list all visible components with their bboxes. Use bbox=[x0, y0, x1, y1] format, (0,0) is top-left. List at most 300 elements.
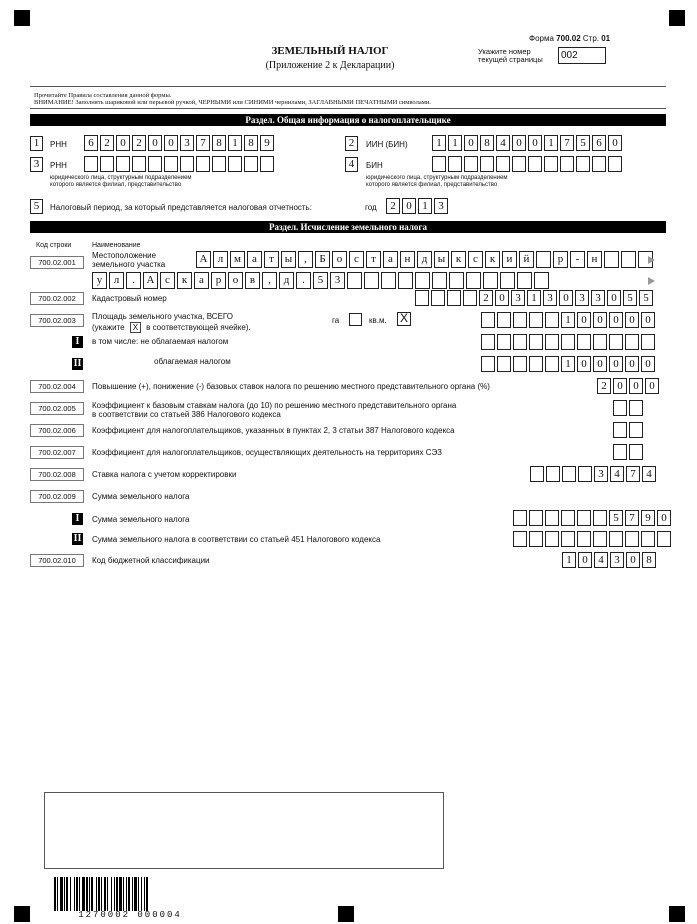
entry-cell[interactable] bbox=[244, 156, 258, 172]
corner-marker-bottom-left bbox=[14, 906, 30, 922]
entry-cell[interactable] bbox=[513, 334, 527, 350]
barcode-bar bbox=[104, 877, 106, 911]
entry-cell[interactable]: р bbox=[211, 272, 226, 289]
entry-cell[interactable]: 5 bbox=[609, 510, 623, 526]
entry-cell[interactable]: 5 bbox=[623, 290, 637, 306]
entry-cell[interactable]: 8 bbox=[244, 135, 258, 151]
col-code-header: Код строки bbox=[36, 242, 72, 249]
entry-cell[interactable] bbox=[534, 272, 549, 289]
entry-cell[interactable] bbox=[629, 444, 643, 460]
entry-cell[interactable] bbox=[613, 400, 627, 416]
entry-cell[interactable]: л bbox=[213, 251, 228, 268]
entry-cell[interactable] bbox=[545, 334, 559, 350]
entry-cell[interactable]: в bbox=[245, 272, 260, 289]
barcode-bar bbox=[128, 877, 130, 911]
entry-cell[interactable]: 9 bbox=[260, 135, 274, 151]
barcode-bar bbox=[116, 877, 118, 911]
entry-cell[interactable] bbox=[621, 251, 636, 268]
code-700-02-001: 700.02.001 bbox=[30, 256, 84, 269]
r009-label: Сумма земельного налога bbox=[92, 492, 190, 501]
entry-cell[interactable]: 0 bbox=[607, 290, 621, 306]
entry-cell[interactable]: 1 bbox=[448, 135, 462, 151]
entry-cell[interactable] bbox=[629, 400, 643, 416]
r007-label: Коэффициент для налогоплательщиков, осуществляющих деятельность на территориях СЭЗ bbox=[92, 448, 442, 457]
entry-cell[interactable]: 5 bbox=[576, 135, 590, 151]
entry-cell[interactable]: 3 bbox=[575, 290, 589, 306]
field2-label: ИИН (БИН) bbox=[366, 140, 408, 149]
entry-cell[interactable] bbox=[481, 312, 495, 328]
entry-cell[interactable] bbox=[496, 156, 510, 172]
coef-387-cells[interactable] bbox=[613, 422, 645, 438]
entry-cell[interactable] bbox=[132, 156, 146, 172]
entry-cell[interactable]: 0 bbox=[512, 135, 526, 151]
r002-label: Кадастровый номер bbox=[92, 294, 167, 303]
entry-cell[interactable]: 2 bbox=[386, 198, 400, 214]
entry-cell[interactable] bbox=[228, 156, 242, 172]
entry-cell[interactable] bbox=[562, 466, 576, 482]
entry-cell[interactable]: 8 bbox=[480, 135, 494, 151]
corner-marker-bottom-center bbox=[338, 906, 354, 922]
arrow-right-icon bbox=[648, 277, 655, 285]
entry-cell[interactable]: 0 bbox=[593, 312, 607, 328]
entry-cell[interactable] bbox=[529, 510, 543, 526]
entry-cell[interactable]: 0 bbox=[528, 135, 542, 151]
entry-cell[interactable] bbox=[625, 334, 639, 350]
entry-cell[interactable] bbox=[180, 156, 194, 172]
entry-cell[interactable]: к bbox=[177, 272, 192, 289]
entry-cell[interactable]: р bbox=[553, 251, 568, 268]
location-line2-cells[interactable] bbox=[92, 272, 551, 289]
entry-cell[interactable]: о bbox=[228, 272, 243, 289]
entry-cell[interactable]: 3 bbox=[434, 198, 448, 214]
entry-cell[interactable] bbox=[513, 531, 527, 547]
code-700-02-010: 700.02.010 bbox=[30, 554, 84, 567]
entry-cell[interactable] bbox=[561, 531, 575, 547]
entry-cell[interactable] bbox=[561, 510, 575, 526]
entry-cell[interactable] bbox=[576, 156, 590, 172]
entry-cell[interactable]: 0 bbox=[641, 312, 655, 328]
entry-cell[interactable] bbox=[513, 312, 527, 328]
r008-label: Ставка налога с учетом корректировки bbox=[92, 470, 237, 479]
field1-label: РНН bbox=[50, 140, 67, 149]
rate-cells[interactable] bbox=[530, 466, 658, 482]
entry-cell[interactable]: 0 bbox=[641, 356, 655, 372]
r006-label: Коэффициент для налогоплательщиков, указанных в пунктах 2, 3 статьи 387 Налогового кодекса bbox=[92, 426, 455, 435]
entry-cell[interactable] bbox=[613, 422, 627, 438]
entry-cell[interactable]: 1 bbox=[562, 552, 576, 568]
rate-adjust-cells[interactable] bbox=[597, 378, 661, 394]
barcode-bar bbox=[60, 877, 63, 911]
arrow-right-icon bbox=[648, 256, 655, 264]
entry-cell[interactable]: . bbox=[126, 272, 141, 289]
barcode-bar bbox=[91, 877, 93, 911]
entry-cell[interactable] bbox=[517, 272, 532, 289]
entry-cell[interactable] bbox=[164, 156, 178, 172]
x-sample-box: X bbox=[130, 322, 141, 333]
entry-cell[interactable] bbox=[536, 251, 551, 268]
entry-cell[interactable] bbox=[449, 272, 464, 289]
entry-cell[interactable]: 0 bbox=[116, 135, 130, 151]
entry-cell[interactable]: 4 bbox=[594, 552, 608, 568]
entry-cell[interactable]: 3 bbox=[511, 290, 525, 306]
entry-cell[interactable]: 0 bbox=[609, 356, 623, 372]
roman-ii-badge: II bbox=[73, 358, 82, 369]
entry-cell[interactable]: 6 bbox=[84, 135, 98, 151]
entry-cell[interactable]: 4 bbox=[642, 466, 656, 482]
entry-cell[interactable] bbox=[529, 312, 543, 328]
entry-cell[interactable]: н bbox=[400, 251, 415, 268]
entry-cell[interactable]: 3 bbox=[543, 290, 557, 306]
entry-cell[interactable] bbox=[148, 156, 162, 172]
entry-cell[interactable]: 2 bbox=[597, 378, 611, 394]
barcode-bar bbox=[101, 877, 102, 911]
entry-cell[interactable]: к bbox=[451, 251, 466, 268]
entry-cell[interactable]: 1 bbox=[561, 356, 575, 372]
entry-cell[interactable] bbox=[513, 356, 527, 372]
entry-cell[interactable]: 3 bbox=[610, 552, 624, 568]
entry-cell[interactable] bbox=[609, 531, 623, 547]
code-700-02-006: 700.02.006 bbox=[30, 424, 84, 437]
field5-year-label: год bbox=[365, 203, 377, 212]
barcode-text: 1270002 000004 bbox=[78, 910, 182, 920]
tax-sum-cells[interactable] bbox=[513, 510, 673, 526]
entry-cell[interactable]: 1 bbox=[527, 290, 541, 306]
barcode-bar bbox=[126, 877, 127, 911]
entry-cell[interactable]: 0 bbox=[148, 135, 162, 151]
entry-cell[interactable]: а bbox=[247, 251, 262, 268]
ha-label: га bbox=[332, 316, 340, 325]
entry-cell[interactable]: 0 bbox=[609, 312, 623, 328]
entry-cell[interactable] bbox=[196, 156, 210, 172]
r003-label2: (укажите X в соответствующей ячейке). bbox=[92, 323, 251, 332]
corner-marker-top-right bbox=[669, 10, 685, 26]
sqm-label: кв.м. bbox=[369, 316, 387, 325]
entry-cell[interactable] bbox=[561, 334, 575, 350]
entry-cell[interactable]: д bbox=[279, 272, 294, 289]
roman-i-badge: I bbox=[72, 513, 83, 525]
barcode bbox=[50, 877, 210, 920]
barcode-bar bbox=[132, 877, 133, 911]
entry-cell[interactable] bbox=[513, 510, 527, 526]
entry-cell[interactable] bbox=[604, 251, 619, 268]
entry-cell[interactable]: 0 bbox=[578, 552, 592, 568]
entry-cell[interactable] bbox=[497, 312, 511, 328]
entry-cell[interactable] bbox=[629, 422, 643, 438]
entry-cell[interactable]: 0 bbox=[629, 378, 643, 394]
entry-cell[interactable] bbox=[212, 156, 226, 172]
field4-note: юридического лица, структурным подразделением которого является филиал, представительство bbox=[366, 175, 508, 188]
barcode-bar bbox=[79, 877, 80, 911]
col-name-header: Наименование bbox=[92, 242, 141, 249]
entry-cell[interactable] bbox=[545, 531, 559, 547]
coef-sez-cells[interactable] bbox=[613, 444, 645, 460]
entry-cell[interactable] bbox=[364, 272, 379, 289]
entry-cell[interactable] bbox=[116, 156, 130, 172]
entry-cell[interactable]: 0 bbox=[577, 312, 591, 328]
entry-cell[interactable]: 2 bbox=[100, 135, 114, 151]
entry-cell[interactable]: А bbox=[196, 251, 211, 268]
entry-cell[interactable] bbox=[480, 156, 494, 172]
current-page-field[interactable]: 002 bbox=[558, 47, 606, 64]
entry-cell[interactable]: 5 bbox=[313, 272, 328, 289]
entry-cell[interactable]: 1 bbox=[418, 198, 432, 214]
entry-cell[interactable]: 3 bbox=[591, 290, 605, 306]
entry-cell[interactable] bbox=[84, 156, 98, 172]
tax-sum-451-cells[interactable] bbox=[513, 531, 673, 547]
entry-cell[interactable] bbox=[529, 356, 543, 372]
barcode-bar bbox=[57, 877, 58, 911]
area-exempt-cells[interactable] bbox=[481, 334, 657, 350]
entry-cell[interactable]: 0 bbox=[645, 378, 659, 394]
branch-rnn-cells[interactable] bbox=[84, 156, 276, 172]
r001-label: Местоположение земельного участка bbox=[92, 251, 166, 269]
barcode-bar bbox=[98, 877, 100, 911]
entry-cell[interactable]: 1 bbox=[561, 312, 575, 328]
barcode-bar bbox=[114, 877, 115, 911]
entry-cell[interactable] bbox=[593, 334, 607, 350]
service-box bbox=[44, 792, 444, 869]
entry-cell[interactable] bbox=[528, 156, 542, 172]
entry-cell[interactable]: а bbox=[194, 272, 209, 289]
barcode-bar bbox=[141, 877, 142, 911]
entry-cell[interactable] bbox=[381, 272, 396, 289]
entry-cell[interactable]: 8 bbox=[642, 552, 656, 568]
entry-cell[interactable]: 7 bbox=[560, 135, 574, 151]
entry-cell[interactable]: 0 bbox=[657, 510, 671, 526]
ha-checkbox[interactable] bbox=[349, 313, 362, 326]
entry-cell[interactable] bbox=[481, 356, 495, 372]
entry-cell[interactable]: 0 bbox=[559, 290, 573, 306]
r003-2-label: облагаемая налогом bbox=[154, 357, 231, 366]
entry-cell[interactable]: к bbox=[485, 251, 500, 268]
entry-cell[interactable] bbox=[529, 334, 543, 350]
field5-label: Налоговый период, за который представляется налоговая отчетность: bbox=[50, 203, 312, 212]
entry-cell[interactable]: 0 bbox=[608, 135, 622, 151]
entry-cell[interactable]: й bbox=[519, 251, 534, 268]
entry-cell[interactable] bbox=[481, 334, 495, 350]
top-rule bbox=[30, 86, 666, 87]
entry-cell[interactable]: 1 bbox=[544, 135, 558, 151]
barcode-bar bbox=[146, 877, 148, 911]
current-page-label: Укажите номер текущей страницы bbox=[478, 47, 543, 64]
entry-cell[interactable]: 7 bbox=[196, 135, 210, 151]
entry-cell[interactable]: 6 bbox=[592, 135, 606, 151]
barcode-bar bbox=[86, 877, 88, 911]
entry-cell[interactable] bbox=[560, 156, 574, 172]
entry-cell[interactable]: с bbox=[160, 272, 175, 289]
entry-cell[interactable]: 2 bbox=[479, 290, 493, 306]
field3-label: РНН bbox=[50, 161, 67, 170]
entry-cell[interactable] bbox=[448, 156, 462, 172]
r009-1-label: Сумма земельного налога bbox=[92, 515, 190, 524]
entry-cell[interactable] bbox=[625, 531, 639, 547]
entry-cell[interactable] bbox=[500, 272, 515, 289]
entry-cell[interactable] bbox=[577, 334, 591, 350]
entry-cell[interactable]: Б bbox=[315, 251, 330, 268]
barcode-bar bbox=[134, 877, 137, 911]
entry-cell[interactable]: 1 bbox=[432, 135, 446, 151]
entry-cell[interactable] bbox=[447, 290, 461, 306]
entry-cell[interactable]: с bbox=[349, 251, 364, 268]
r005-label: Коэффициент к базовым ставкам налога (до 10) по решению местного представительного органа в соответствии со статьей 386 Налогового кодекса bbox=[92, 401, 457, 419]
entry-cell[interactable]: 0 bbox=[495, 290, 509, 306]
entry-cell[interactable] bbox=[431, 290, 445, 306]
barcode-bar bbox=[70, 877, 71, 911]
entry-cell[interactable] bbox=[100, 156, 114, 172]
section2-title: Раздел. Исчисление земельного налога bbox=[30, 221, 666, 233]
code-700-02-009: 700.02.009 bbox=[30, 490, 84, 503]
entry-cell[interactable] bbox=[577, 510, 591, 526]
entry-cell[interactable]: с bbox=[468, 251, 483, 268]
entry-cell[interactable]: 0 bbox=[402, 198, 416, 214]
entry-cell[interactable] bbox=[415, 290, 429, 306]
entry-cell[interactable] bbox=[578, 466, 592, 482]
code-700-02-005: 700.02.005 bbox=[30, 402, 84, 415]
entry-cell[interactable] bbox=[657, 531, 671, 547]
entry-cell[interactable] bbox=[260, 156, 274, 172]
section1-title: Раздел. Общая информация о налогоплательщике bbox=[30, 114, 666, 126]
entry-cell[interactable] bbox=[432, 156, 446, 172]
entry-cell[interactable]: м bbox=[230, 251, 245, 268]
entry-cell[interactable]: 7 bbox=[626, 466, 640, 482]
iin-cells[interactable] bbox=[432, 135, 624, 151]
entry-cell[interactable]: и bbox=[502, 251, 517, 268]
entry-cell[interactable]: 0 bbox=[577, 356, 591, 372]
field5-num: 5 bbox=[30, 199, 43, 214]
entry-cell[interactable]: 5 bbox=[639, 290, 653, 306]
entry-cell[interactable]: 4 bbox=[610, 466, 624, 482]
entry-cell[interactable] bbox=[398, 272, 413, 289]
entry-cell[interactable]: 0 bbox=[593, 356, 607, 372]
code-700-02-004: 700.02.004 bbox=[30, 380, 84, 393]
barcode-bar bbox=[76, 877, 78, 911]
entry-cell[interactable] bbox=[497, 334, 511, 350]
entry-cell[interactable] bbox=[512, 156, 526, 172]
entry-cell[interactable] bbox=[529, 531, 543, 547]
barcode-bar bbox=[89, 877, 90, 911]
entry-cell[interactable] bbox=[483, 272, 498, 289]
entry-cell[interactable]: 0 bbox=[625, 312, 639, 328]
entry-cell[interactable]: 0 bbox=[613, 378, 627, 394]
entry-cell[interactable] bbox=[608, 156, 622, 172]
r003-1-label: в том числе: не облагаемая налогом bbox=[92, 337, 229, 346]
barcode-bar bbox=[138, 877, 139, 911]
code-700-02-008: 700.02.008 bbox=[30, 468, 84, 481]
entry-cell[interactable]: л bbox=[109, 272, 124, 289]
entry-cell[interactable] bbox=[641, 531, 655, 547]
entry-cell[interactable] bbox=[545, 510, 559, 526]
entry-cell[interactable] bbox=[466, 272, 481, 289]
entry-cell[interactable]: у bbox=[92, 272, 107, 289]
barcode-bar bbox=[107, 877, 108, 911]
r009-2-label: Сумма земельного налога в соответствии со статьей 451 Налогового кодекса bbox=[92, 535, 381, 544]
entry-cell[interactable]: а bbox=[383, 251, 398, 268]
entry-cell[interactable] bbox=[609, 334, 623, 350]
entry-cell[interactable]: 8 bbox=[212, 135, 226, 151]
entry-cell[interactable]: 2 bbox=[132, 135, 146, 151]
entry-cell[interactable]: А bbox=[143, 272, 158, 289]
entry-cell[interactable]: - bbox=[570, 251, 585, 268]
entry-cell[interactable]: 0 bbox=[625, 356, 639, 372]
entry-cell[interactable]: ы bbox=[281, 251, 296, 268]
location-line1-cells[interactable] bbox=[196, 251, 655, 268]
budget-code-cells[interactable] bbox=[562, 552, 658, 568]
barcode-bar bbox=[82, 877, 85, 911]
barcode-bar bbox=[96, 877, 97, 911]
entry-cell[interactable]: 4 bbox=[496, 135, 510, 151]
entry-cell[interactable] bbox=[432, 272, 447, 289]
entry-cell[interactable]: 0 bbox=[626, 552, 640, 568]
entry-cell[interactable] bbox=[464, 156, 478, 172]
entry-cell[interactable]: 7 bbox=[625, 510, 639, 526]
entry-cell[interactable]: 0 bbox=[464, 135, 478, 151]
cadastral-cells[interactable] bbox=[415, 290, 655, 306]
entry-cell[interactable]: т bbox=[366, 251, 381, 268]
entry-cell[interactable]: т bbox=[264, 251, 279, 268]
instructions-rule bbox=[30, 108, 666, 109]
entry-cell[interactable] bbox=[497, 356, 511, 372]
instructions: Прочитайте Правила составления данной формы. ВНИМАНИЕ! Заполнять шариковой или перьевой ручкой, ЧЕРНЫМИ или СИНИМИ чернилами, ЗАГЛАВНЫМИ ПЕЧАТНЫМИ символами. bbox=[34, 92, 431, 106]
entry-cell[interactable]: 9 bbox=[641, 510, 655, 526]
entry-cell[interactable]: о bbox=[332, 251, 347, 268]
entry-cell[interactable] bbox=[613, 444, 627, 460]
page-title: ЗЕМЕЛЬНЫЙ НАЛОГ bbox=[271, 45, 389, 57]
entry-cell[interactable]: 0 bbox=[164, 135, 178, 151]
barcode-bar bbox=[66, 877, 68, 911]
entry-cell[interactable] bbox=[463, 290, 477, 306]
entry-cell[interactable] bbox=[592, 156, 606, 172]
entry-cell[interactable]: 3 bbox=[180, 135, 194, 151]
entry-cell[interactable]: д bbox=[417, 251, 432, 268]
entry-cell[interactable] bbox=[641, 334, 655, 350]
field3-num: 3 bbox=[30, 157, 43, 172]
barcode-bar bbox=[144, 877, 145, 911]
r004-label: Повышение (+), понижение (-) базовых ставок налога по решению местного представительного органа (%) bbox=[92, 382, 490, 391]
entry-cell[interactable] bbox=[544, 156, 558, 172]
sqm-checkbox[interactable]: X bbox=[397, 312, 411, 326]
entry-cell[interactable] bbox=[577, 531, 591, 547]
entry-cell[interactable] bbox=[545, 312, 559, 328]
entry-cell[interactable] bbox=[530, 466, 544, 482]
entry-cell[interactable]: 1 bbox=[228, 135, 242, 151]
roman-ii-badge: II bbox=[73, 533, 82, 544]
entry-cell[interactable]: , bbox=[262, 272, 277, 289]
entry-cell[interactable]: н bbox=[587, 251, 602, 268]
entry-cell[interactable] bbox=[347, 272, 362, 289]
branch-bin-cells[interactable] bbox=[432, 156, 624, 172]
area-total-cells[interactable] bbox=[481, 312, 657, 328]
entry-cell[interactable] bbox=[593, 531, 607, 547]
entry-cell[interactable]: 3 bbox=[594, 466, 608, 482]
entry-cell[interactable] bbox=[545, 356, 559, 372]
form-id: Форма 700.02 Стр. 01 bbox=[529, 34, 611, 43]
entry-cell[interactable]: 3 bbox=[330, 272, 345, 289]
coef-386-cells[interactable] bbox=[613, 400, 645, 416]
entry-cell[interactable]: ы bbox=[434, 251, 449, 268]
corner-marker-bottom-right bbox=[669, 906, 685, 922]
entry-cell[interactable] bbox=[546, 466, 560, 482]
entry-cell[interactable] bbox=[593, 510, 607, 526]
entry-cell[interactable]: , bbox=[298, 251, 313, 268]
barcode-bar bbox=[123, 877, 124, 911]
entry-cell[interactable]: . bbox=[296, 272, 311, 289]
year-cells[interactable] bbox=[386, 198, 450, 214]
page-subtitle: (Приложение 2 к Декларации) bbox=[265, 60, 395, 71]
rnn-cells[interactable] bbox=[84, 135, 276, 151]
barcode-bar bbox=[64, 877, 65, 911]
entry-cell[interactable] bbox=[415, 272, 430, 289]
area-taxable-cells[interactable] bbox=[481, 356, 657, 372]
